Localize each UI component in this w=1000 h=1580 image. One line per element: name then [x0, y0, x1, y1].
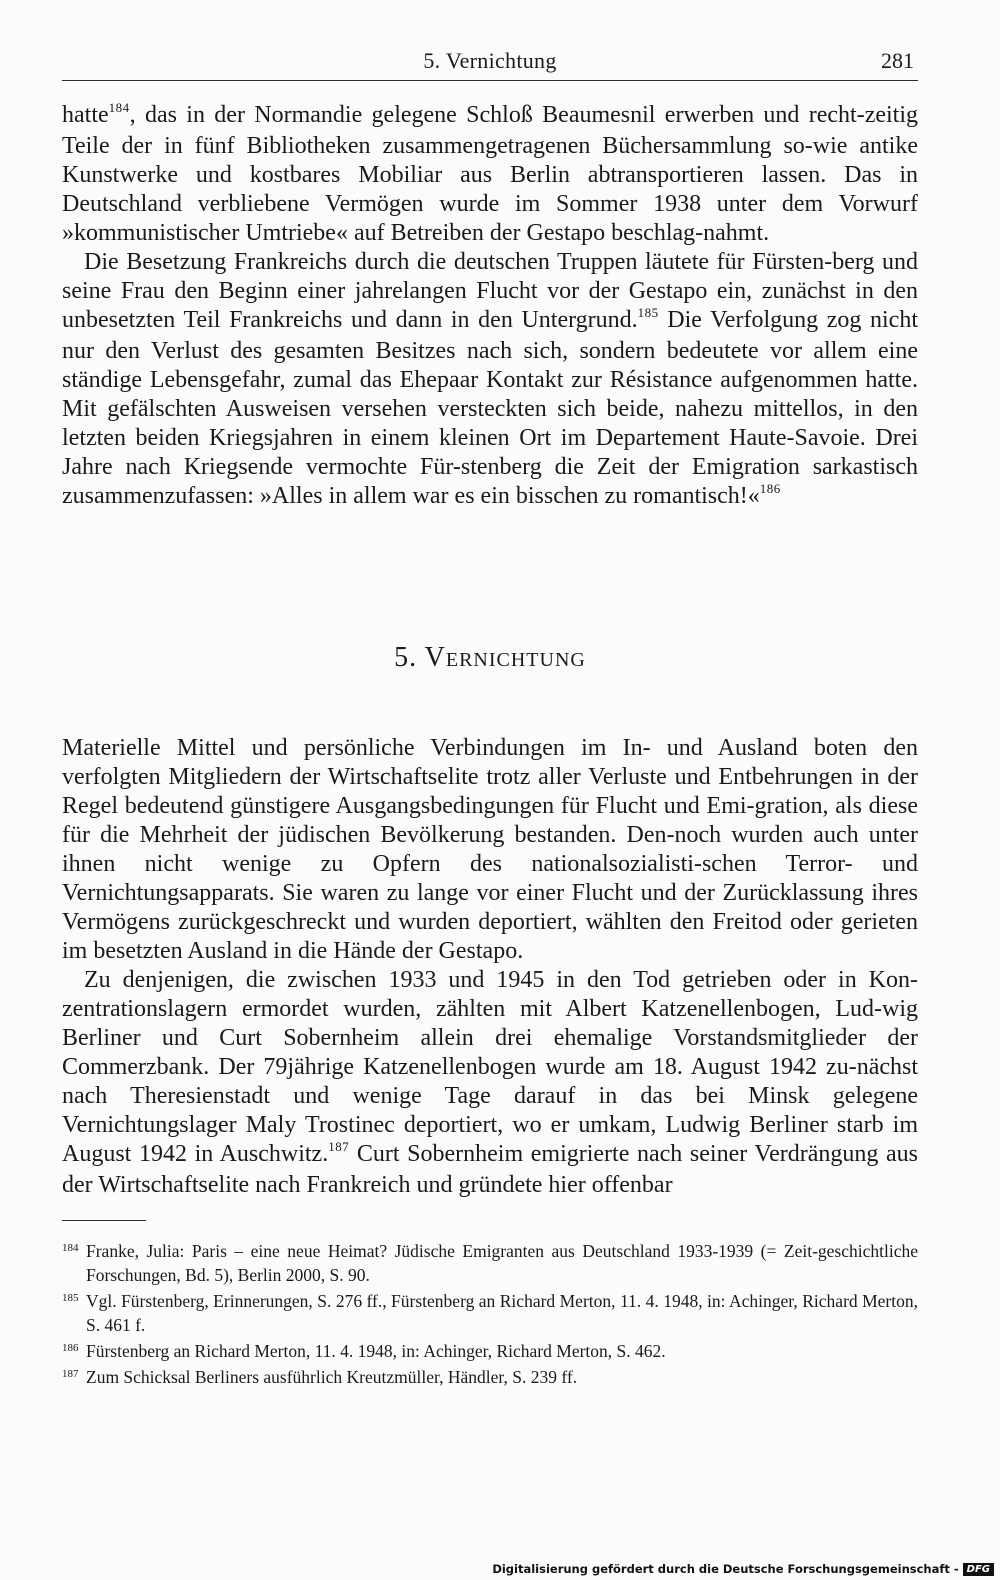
paragraph-4-text-b: Curt Sobernheim emigrierte nach seiner Verdrängung aus der Wirtschaftselite nach Frankreich und gründete hier offenbar: [62, 1141, 919, 1198]
paragraph-4: [62, 966, 918, 1200]
footnote-ref-185: 185: [637, 305, 659, 320]
paragraph-4-text-a: Zu denjenigen, die zwischen 1933 und 1945 in den Tod getrieben oder in Kon-zentrationslagern ermordet wurden, zählten mit Albert Katzenellenbogen, Lud-wig Berliner und Curt Sobernheim allein drei ehemalige Vorstandsmitglieder der Commerzbank. Der 79jährige Katzenellenbogen wurde am 18. August 1942 zu-nächst nach Theresienstadt und wenige Tage darauf in das bei Minsk gelegene Vernichtungslager Maly Trostinec deportiert, wo er umkam, Ludwig Berliner starb im August 1942 in Auschwitz.: [62, 967, 918, 1167]
footnote-ref-186: 186: [759, 481, 781, 496]
footnote-ref-187: 187: [328, 1139, 350, 1154]
running-title: 5. Vernichtung: [423, 48, 557, 73]
footnote-mark: 184: [62, 1242, 79, 1254]
paragraph-2: [62, 248, 918, 513]
footnote: [62, 1289, 918, 1337]
footnotes: [62, 1239, 918, 1389]
body-text: [62, 101, 918, 1200]
dfg-logo: DFG: [963, 1563, 994, 1576]
paragraph-1-text-b: , das in der Normandie gelegene Schloß Beaumesnil erwerben und recht-zeitig Teile der in fünf Bibliotheken zusammengetragenen Büchersammlung so-wie antike Kunstwerke und kostbares Mobiliar aus Berlin abtransportieren lassen. Das in Deutschland verbliebene Vermögen wurde im Sommer 1938 unter dem Vorwurf »kommunistischer Umtriebe« auf Betreiben der Gestapo beschlag-nahmt.: [62, 102, 918, 246]
footnote-mark: 187: [62, 1368, 79, 1380]
banner-text: Digitalisierung gefördert durch die Deutsche Forschungsgemeinschaft -: [492, 1562, 959, 1576]
book-page: [62, 40, 918, 1391]
paragraph-2-text-a: Die Besetzung Frankreichs durch die deutschen Truppen läutete für Fürsten-berg und seine Frau den Beginn einer jahrelangen Flucht vor der Gestapo ein, zunächst in den unbesetzten Teil Frankreichs und dann in den Untergrund.: [62, 249, 918, 333]
footnote: [62, 1239, 918, 1287]
footnote-ref-184: 184: [108, 100, 130, 115]
paragraph-2-text-b: Die Verfolgung zog nicht nur den Verlust des gesamten Besitzes nach sich, sondern bedeutete vor allem eine ständige Lebensgefahr, zumal das Ehepaar Kontakt zur Résistance aufgenommen hatte. Mit gefälschten Ausweisen versehen versteckten sich beide, nahezu mittellos, in den letzten beiden Kriegsjahren in einem kleinen Ort im Departement Haute-Savoie. Drei Jahre nach Kriegsende vermochte Für-stenberg die Zeit der Emigration sarkastisch zusammenzufassen: »Alles in allem war es ein bisschen zu romantisch!«: [62, 307, 919, 509]
paragraph-3: Materielle Mittel und persönliche Verbindungen im In- und Ausland boten den verfolgten Mitgliedern der Wirtschaftselite trotz aller Verluste und Entbehrungen in der Regel bedeutend günstigere Ausgangsbedingungen für Flucht und Emi-gration, als diese für die Mehrheit der jüdischen Bevölkerung bestanden. Den-noch wurden auch unter ihnen nicht wenige zu Opfern des nationalsozialisti-schen Terror- und Vernichtungsapparats. Sie waren zu lange vor einer Flucht und der Zurücklassung ihres Vermögens zurückgeschreckt und wurden deportiert, wählten den Freitod oder gerieten im besetzten Ausland in die Hände der Gestapo.: [62, 735, 918, 964]
footnote-divider: [62, 1220, 146, 1221]
footnote-mark: 186: [62, 1342, 79, 1354]
section-heading: 5. Vernichtung: [394, 642, 586, 673]
footnote-mark: 185: [62, 1292, 79, 1304]
footnote-text: Franke, Julia: Paris – eine neue Heimat? Jüdische Emigranten aus Deutschland 1933-1939 (= Zeit-geschichtliche Forschungen, Bd. 5), Berlin 2000, S. 90.: [86, 1241, 918, 1285]
running-head: [62, 40, 918, 81]
footnote: [62, 1365, 918, 1389]
footnote: [62, 1339, 918, 1363]
paragraph-1: [62, 101, 918, 248]
footnote-text: Zum Schicksal Berliners ausführlich Kreutzmüller, Händler, S. 239 ff.: [86, 1367, 578, 1387]
footnote-text: Fürstenberg an Richard Merton, 11. 4. 1948, in: Achinger, Richard Merton, S. 462.: [86, 1341, 666, 1361]
digitization-banner: [492, 1562, 994, 1576]
paragraph-1-text-a: hatte: [62, 102, 109, 128]
footnote-text: Vgl. Fürstenberg, Erinnerungen, S. 276 ff., Fürstenberg an Richard Merton, 11. 4. 1948, in: Achinger, Richard Merton, S. 461 f.: [86, 1291, 918, 1335]
page-number: 281: [881, 48, 914, 73]
